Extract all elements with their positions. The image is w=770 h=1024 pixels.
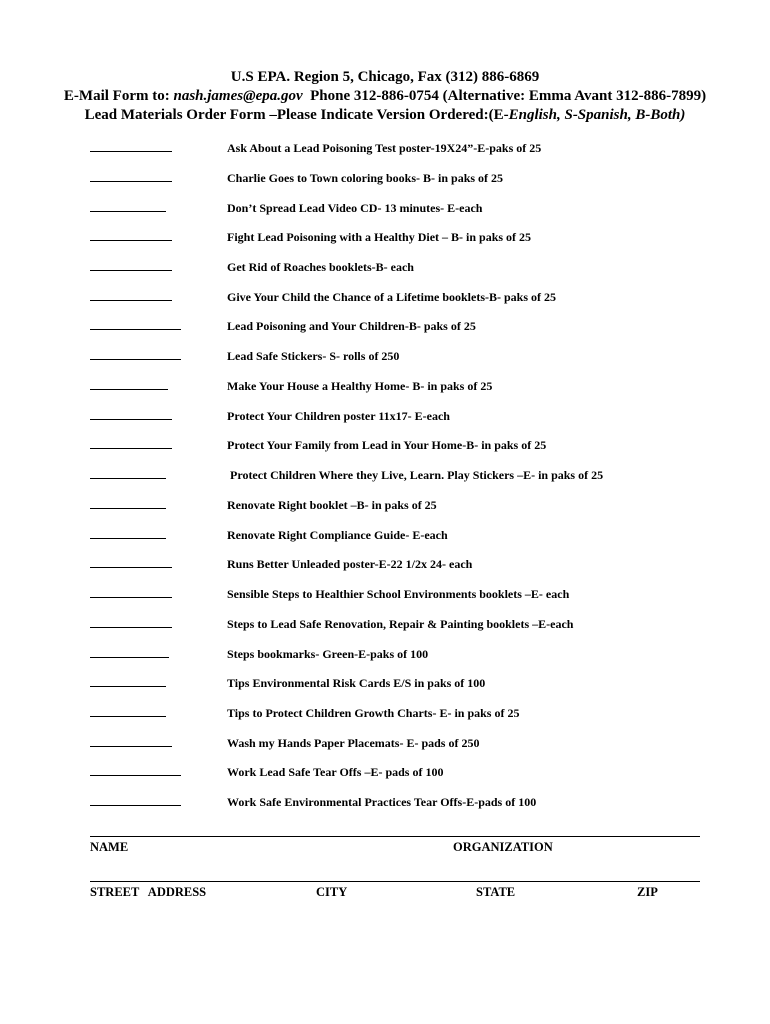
item-description: Work Safe Environmental Practices Tear Offs-E-pads of 100 xyxy=(227,795,537,809)
order-item xyxy=(0,378,770,398)
email-prefix: E-Mail Form to: xyxy=(63,88,174,104)
name-org-line[interactable] xyxy=(90,836,700,837)
quantity-blank[interactable] xyxy=(90,181,172,182)
city-label: CITY xyxy=(316,885,348,899)
quantity-blank[interactable] xyxy=(90,805,181,806)
email-address: nash.james@epa.gov xyxy=(173,88,303,104)
item-description: Work Lead Safe Tear Offs –E- pads of 100 xyxy=(227,765,444,779)
item-description: Don’t Spread Lead Video CD- 13 minutes- E-each xyxy=(227,201,483,215)
order-item xyxy=(0,705,770,725)
quantity-blank[interactable] xyxy=(90,329,181,330)
quantity-blank[interactable] xyxy=(90,775,181,776)
order-item xyxy=(0,586,770,606)
item-description: Protect Children Where they Live, Learn. Play Stickers –E- in paks of 25 xyxy=(227,468,604,482)
order-item xyxy=(0,675,770,695)
order-item xyxy=(0,467,770,487)
order-item xyxy=(0,556,770,576)
quantity-blank[interactable] xyxy=(90,716,166,717)
order-item xyxy=(0,200,770,220)
item-description: Protect Your Children poster 11x17- E-each xyxy=(227,409,450,423)
quantity-blank[interactable] xyxy=(90,746,172,747)
order-item xyxy=(0,764,770,784)
item-description: Sensible Steps to Healthier School Environments booklets –E- each xyxy=(227,587,570,601)
version-legend: English, S-Spanish, B-Both) xyxy=(508,107,686,123)
item-description: Tips Environmental Risk Cards E/S in paks of 100 xyxy=(227,676,486,690)
item-description: Lead Poisoning and Your Children-B- paks of 25 xyxy=(227,319,476,333)
order-item xyxy=(0,735,770,755)
order-item xyxy=(0,229,770,249)
item-description: Lead Safe Stickers- S- rolls of 250 xyxy=(227,349,400,363)
organization-label: ORGANIZATION xyxy=(453,840,553,854)
address-line[interactable] xyxy=(90,881,700,882)
state-label: STATE xyxy=(476,885,516,899)
order-item xyxy=(0,527,770,547)
quantity-blank[interactable] xyxy=(90,567,172,568)
order-item xyxy=(0,318,770,338)
header-line-2 xyxy=(0,87,770,106)
quantity-blank[interactable] xyxy=(90,508,166,509)
quantity-blank[interactable] xyxy=(90,240,172,241)
zip-label: ZIP xyxy=(637,885,658,899)
item-description: Wash my Hands Paper Placemats- E- pads of 250 xyxy=(227,736,480,750)
order-item xyxy=(0,437,770,457)
quantity-blank[interactable] xyxy=(90,448,172,449)
order-item xyxy=(0,348,770,368)
quantity-blank[interactable] xyxy=(90,657,169,658)
item-description: Tips to Protect Children Growth Charts- E- in paks of 25 xyxy=(227,706,520,720)
order-item xyxy=(0,794,770,814)
item-description: Ask About a Lead Poisoning Test poster-19X24”-E-paks of 25 xyxy=(227,141,542,155)
item-description: Renovate Right booklet –B- in paks of 25 xyxy=(227,498,437,512)
item-description: Get Rid of Roaches booklets-B- each xyxy=(227,260,414,274)
item-description: Protect Your Family from Lead in Your Home-B- in paks of 25 xyxy=(227,438,547,452)
street-address-label: STREET ADDRESS xyxy=(90,885,207,899)
order-item xyxy=(0,646,770,666)
form-header xyxy=(0,68,770,125)
item-description: Fight Lead Poisoning with a Healthy Diet – B- in paks of 25 xyxy=(227,230,532,244)
quantity-blank[interactable] xyxy=(90,478,166,479)
quantity-blank[interactable] xyxy=(90,211,166,212)
quantity-blank[interactable] xyxy=(90,627,172,628)
item-description: Steps to Lead Safe Renovation, Repair & Painting booklets –E-each xyxy=(227,617,574,631)
quantity-blank[interactable] xyxy=(90,686,166,687)
quantity-blank[interactable] xyxy=(90,359,181,360)
quantity-blank[interactable] xyxy=(90,419,172,420)
quantity-blank[interactable] xyxy=(90,300,172,301)
order-item xyxy=(0,497,770,517)
name-label: NAME xyxy=(90,840,129,854)
item-description: Charlie Goes to Town coloring books- B- in paks of 25 xyxy=(227,171,504,185)
item-description: Give Your Child the Chance of a Lifetime booklets-B- paks of 25 xyxy=(227,290,557,304)
order-item xyxy=(0,616,770,636)
order-item xyxy=(0,259,770,279)
item-description: Make Your House a Healthy Home- B- in paks of 25 xyxy=(227,379,493,393)
order-item xyxy=(0,140,770,160)
quantity-blank[interactable] xyxy=(90,151,172,152)
quantity-blank[interactable] xyxy=(90,270,172,271)
header-line-1: U.S EPA. Region 5, Chicago, Fax (312) 886-6869 xyxy=(230,69,540,85)
phone-info: Phone 312-886-0754 (Alternative: Emma Avant 312-886-7899) xyxy=(302,88,707,104)
quantity-blank[interactable] xyxy=(90,597,172,598)
item-description: Renovate Right Compliance Guide- E-each xyxy=(227,528,448,542)
item-description: Steps bookmarks- Green-E-paks of 100 xyxy=(227,647,429,661)
order-item xyxy=(0,289,770,309)
item-description: Runs Better Unleaded poster-E-22 1/2x 24- each xyxy=(227,557,473,571)
order-item xyxy=(0,408,770,428)
quantity-blank[interactable] xyxy=(90,389,168,390)
form-title: Lead Materials Order Form –Please Indicate Version Ordered:(E- xyxy=(84,107,509,123)
order-item xyxy=(0,170,770,190)
quantity-blank[interactable] xyxy=(90,538,166,539)
header-line-3 xyxy=(0,106,770,125)
